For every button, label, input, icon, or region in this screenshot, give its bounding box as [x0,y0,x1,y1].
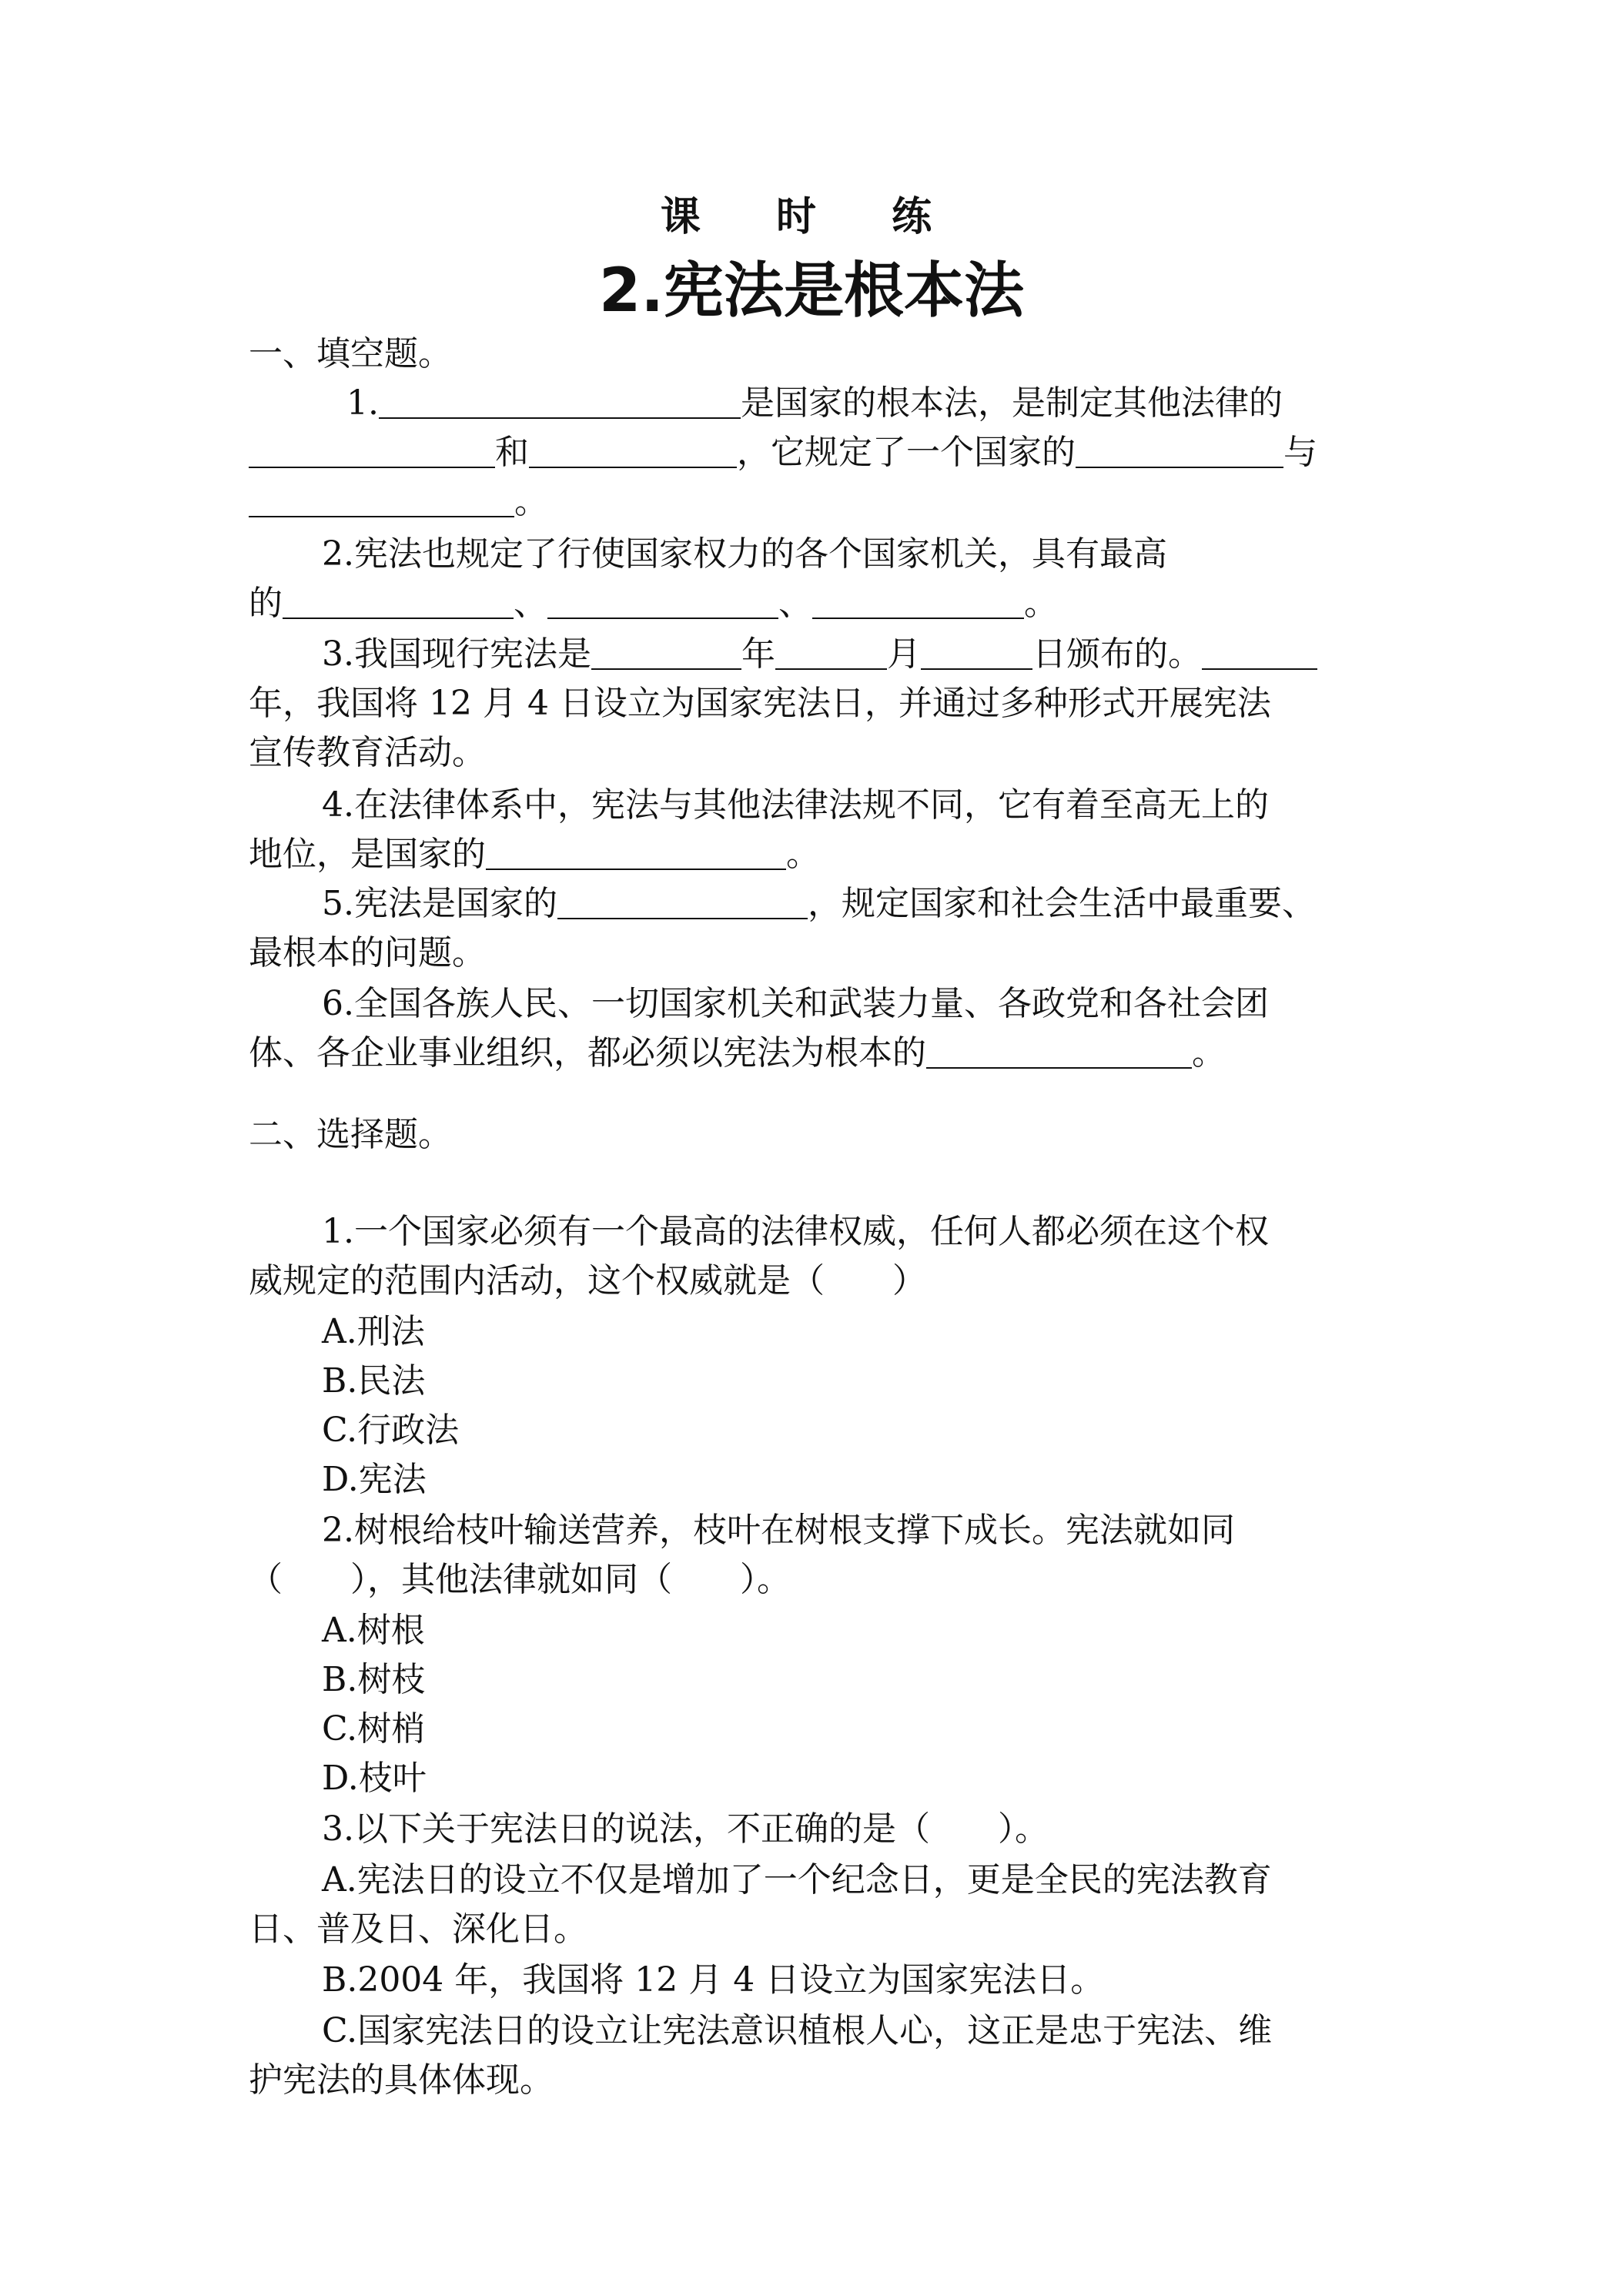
choice-q1-line1: 1.一个国家必须有一个最高的法律权威，任何人都必须在这个权 [322,1212,1269,1251]
choice-q2-line2: （ ），其他法律就如同（ ）。 [249,1560,791,1599]
fill-q1-text: 与 [1283,433,1317,472]
fill-q5-text: 5.宪法是国家的 [322,884,557,923]
fill-q3-line3: 宣传教育活动。 [249,733,486,772]
answer-blank[interactable] [379,387,741,419]
choice-q3-option-a-line1: A.宪法日的设立不仅是增加了一个纪念日，更是全民的宪法教育 [322,1860,1272,1899]
choice-q2-option-d: D.枝叶 [322,1759,427,1798]
fill-q1-text: 和 [495,433,529,472]
fill-q3-text: 日颁布的。 [1032,634,1202,674]
choice-q3-option-c-line1: C.国家宪法日的设立让宪法意识植根人心，这正是忠于宪法、维 [322,2011,1273,2050]
choice-q2-option-a: A.树根 [322,1611,425,1650]
fill-q2-line2 [249,579,1623,628]
fill-q4-text: 。 [786,835,820,874]
fill-q6-line1: 6.全国各族人民、一切国家机关和武装力量、各政党和各社会团 [322,984,1269,1023]
fill-q4-text: 地位，是国家的 [249,835,486,874]
choice-q1-option-c: C.行政法 [322,1411,460,1450]
answer-blank[interactable] [249,436,495,468]
fill-q2-text: 的 [249,584,283,623]
fill-q2-text: 、 [514,584,547,623]
fill-q5-line1 [322,879,1623,929]
lesson-title: 2.宪法是根本法 [599,256,1024,326]
answer-blank[interactable] [1202,638,1317,670]
choice-q1-option-b: B.民法 [322,1361,426,1401]
fill-q1-number: 1. [346,383,379,423]
fill-q1-line1 [346,379,1623,428]
answer-blank[interactable] [926,1036,1192,1069]
fill-q2-text: 、 [778,584,812,623]
answer-blank[interactable] [557,887,808,919]
fill-q2-line1: 2.宪法也规定了行使国家权力的各个国家机关，具有最高 [322,534,1167,574]
fill-q5-line2: 最根本的问题。 [249,933,486,972]
fill-q6-text: 。 [1192,1033,1226,1073]
answer-blank[interactable] [1076,436,1283,468]
answer-blank[interactable] [283,587,514,619]
fill-q1-text: 是国家的根本法，是制定其他法律的 [740,383,1283,423]
fill-q5-text: ，规定国家和社会生活中最重要、 [807,884,1316,923]
fill-q2-text: 。 [1024,584,1058,623]
choice-q1-option-a: A.刑法 [322,1312,425,1351]
fill-q3-text: 年 [741,634,775,674]
fill-q3-text: 3.我国现行宪法是 [322,634,591,674]
answer-blank[interactable] [547,587,778,619]
answer-blank[interactable] [249,485,514,517]
fill-q4-line1: 4.在法律体系中，宪法与其他法律法规不同，它有着至高无上的 [322,785,1269,825]
fill-q6-text: 体、各企业事业组织，都必须以宪法为根本的 [249,1033,926,1073]
choice-q3-option-b: B.2004 年，我国将 12 月 4 日设立为国家宪法日。 [322,1960,1105,2000]
answer-blank[interactable] [775,638,887,670]
fill-q1-line2 [249,428,1623,477]
answer-blank[interactable] [486,838,786,870]
answer-blank[interactable] [921,638,1032,670]
fill-q4-line2 [249,830,1623,879]
fill-q6-line2 [249,1029,1623,1078]
worksheet-subtitle: 课 时 练 [660,194,963,240]
fill-q3-text: 月 [886,634,921,674]
choice-q3-option-a-line2: 日、普及日、深化日。 [249,1909,587,1949]
fill-q3-line2: 年，我国将 12 月 4 日设立为国家宪法日，并通过多种形式开展宪法 [249,684,1271,723]
answer-blank[interactable] [529,436,737,468]
section2-heading: 二、选择题。 [249,1115,452,1154]
fill-q1-text: 。 [514,482,548,521]
answer-blank[interactable] [812,587,1024,619]
choice-q3-line1: 3.以下关于宪法日的说法，不正确的是（ ）。 [322,1809,1049,1849]
section1-heading: 一、填空题。 [249,334,452,373]
choice-q1-option-d: D.宪法 [322,1460,427,1499]
answer-blank[interactable] [591,638,741,670]
choice-q2-option-b: B.树枝 [322,1660,426,1699]
choice-q3-option-c-line2: 护宪法的具体体现。 [249,2060,554,2100]
choice-q2-option-c: C.树梢 [322,1709,426,1749]
fill-q1-text: ，它规定了一个国家的 [737,433,1076,472]
choice-q2-line1: 2.树根给枝叶输送营养，枝叶在树根支撑下成长。宪法就如同 [322,1511,1235,1550]
fill-q3-line1 [322,630,1623,679]
choice-q1-line2: 威规定的范围内活动，这个权威就是（ ） [249,1261,926,1300]
fill-q1-line3 [249,477,1623,527]
